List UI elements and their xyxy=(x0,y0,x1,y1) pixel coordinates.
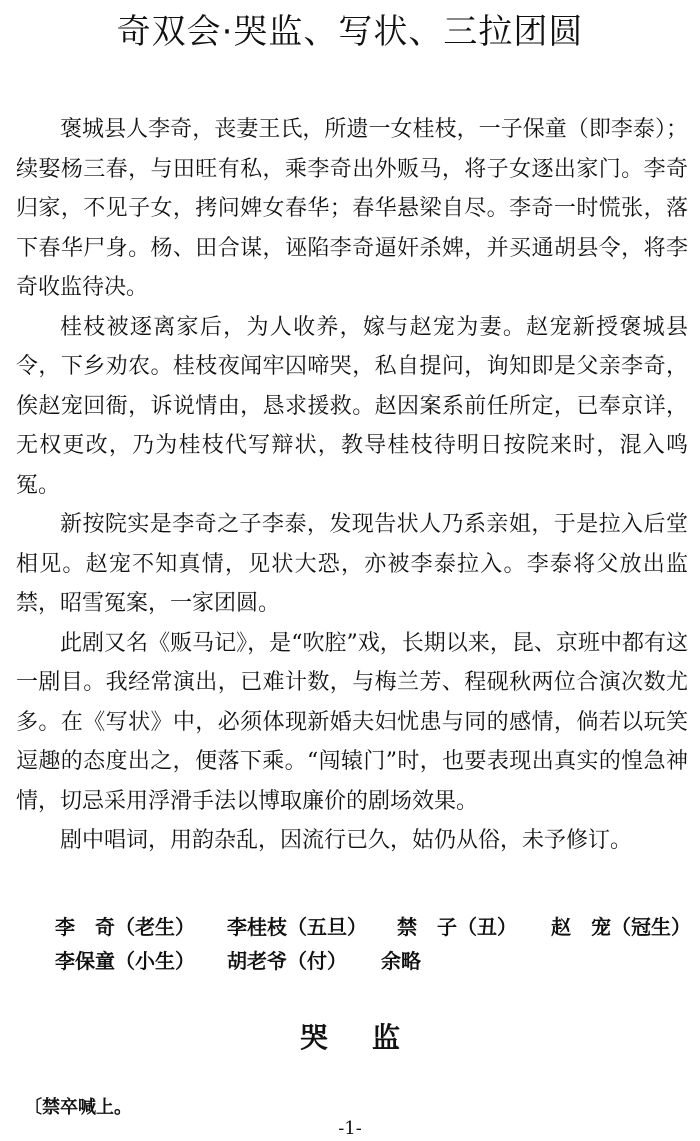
cast-zhao-chong: 赵 宠（冠生） xyxy=(551,915,691,939)
page-number: -1- xyxy=(338,1118,362,1139)
cast-li-baotong: 李保童（小生） xyxy=(55,949,195,973)
scene-title: 哭监 xyxy=(299,1021,444,1054)
cast-li-guizhi: 李桂枝（五旦） xyxy=(227,915,367,939)
intro-text xyxy=(16,110,688,861)
cast-jinzi: 禁 子（丑） xyxy=(397,915,517,939)
paragraph-5: 剧中唱词，用韵杂乱，因流行已久，姑仍从俗，未予修订。 xyxy=(60,828,633,853)
paragraph-4: 此剧又名《贩马记》，是“吹腔”戏，长期以来，昆、京班中都有这一剧目。我经常演出，已难计数，与梅兰芳、程砚秋两位合演次数尤多。在《写状》中，必须体现新婚夫妇忧患与同的感情，倘若以玩笑逗趣的态度出之，便落下乘。“闯辕门”时，也要表现出真实的惶急神情，切忌采用浮滑手法以博取廉价的剧场效果。 xyxy=(16,630,688,814)
cast-li-qi: 李 奇（老生） xyxy=(55,915,195,939)
paragraph-3: 新按院实是李奇之子李泰，发现告状人乃系亲姐，于是拉入后堂相见。赵宠不知真情，见状大恐，亦被李泰拉入。李泰将父放出监禁，昭雪冤案，一家团圆。 xyxy=(16,512,688,616)
page-title: 奇双会·哭监、写状、三拉团圆 xyxy=(116,12,584,52)
cast-others: 余略 xyxy=(381,949,421,973)
stage-direction: 〔禁卒喊上。 xyxy=(24,1097,132,1118)
cast-row xyxy=(55,944,695,978)
paragraph-1: 褒城县人李奇，丧妻王氏，所遗一女桂枝，一子保童（即李泰）；续娶杨三春，与田旺有私，乘李奇出外贩马，将子女逐出家门。李奇归家，不见子女，拷问婢女春华；春华悬梁自尽。李奇一时慌张，落下春华尸身。杨、田合谋，诬陷李奇逼奸杀婢，并买通胡县令，将李奇收监待决。 xyxy=(16,117,688,300)
cast-list xyxy=(55,910,695,978)
cast-hu-laoye: 胡老爷（付） xyxy=(227,949,347,973)
paragraph-2: 桂枝被逐离家后，为人收养，嫁与赵宠为妻。赵宠新授褒城县令，下乡劝农。桂枝夜闻牢囚啼哭，私自提问，询知即是父亲李奇，俟赵宠回衙，诉说情由，恳求援救。赵因案系前任所定，已奉京详，无权更改，乃为桂枝代写辩状，教导桂枝待明日按院来时，混入鸣冤。 xyxy=(16,314,688,498)
cast-row xyxy=(55,910,695,944)
